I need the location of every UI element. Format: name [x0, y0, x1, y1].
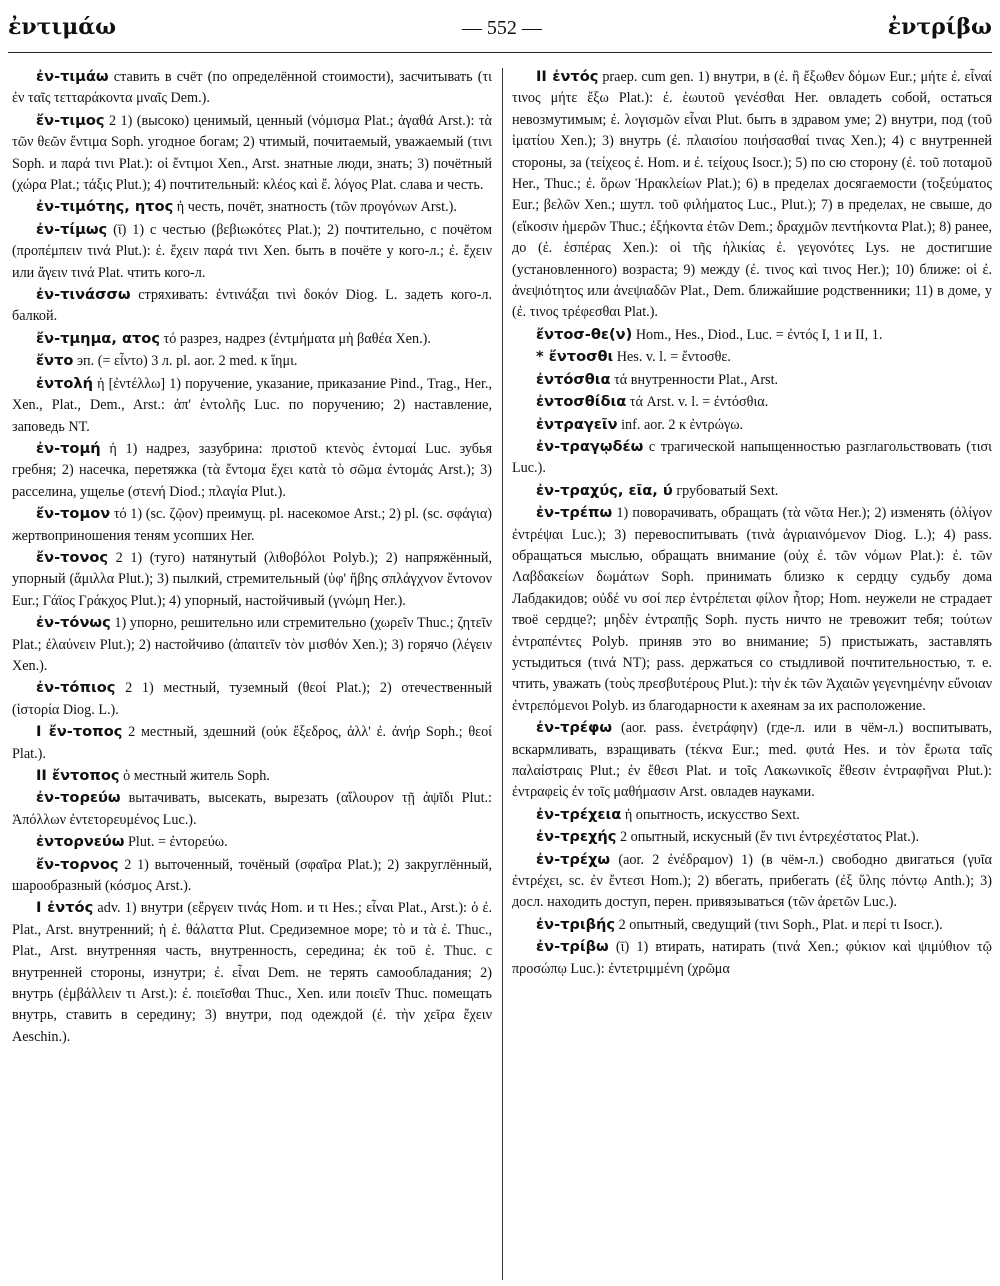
headword: ἔν-τονος — [36, 548, 109, 566]
headword: * ἔντοσθι — [536, 348, 614, 366]
running-header — [8, 14, 992, 48]
entry-definition: ἡ честь, почёт, знатность (τῶν προγόνων Arst.). — [173, 199, 457, 216]
headword: II ἔντοπος — [36, 767, 120, 784]
entry-definition: стряхивать: ἐντινάξαι τινὶ δοκόν Diog. L. задеть кого-л. балкой. — [12, 287, 492, 325]
headword: ἐν-τομή — [36, 439, 101, 457]
headword: ἐν-τρίβω — [536, 938, 609, 956]
headword: ἐντόσθια — [536, 370, 611, 388]
dictionary-entry — [512, 717, 992, 804]
right-column — [512, 66, 992, 980]
headword: ἐν-τιμότης, ητος — [36, 198, 174, 216]
entry-definition: (aor. pass. ἐνετράφην) (где-л. или в чём-л.) воспитывать, вскармливать, взращивать (τέκνα Eur.; med. φυτά Hes. и τὸν ἔρωτα ταῖς παλαίστραις Plut.; ἐν ἔθεσι Plat. и τοῖς Λακωνικοῖς ἔθεσιν ἐντραφῆναι Plut.): ἐντραφεὶς ἐν τοῖς μαθήμασιν Arst. овладев науками. — [512, 720, 992, 801]
headword: ἐν-τορεύω — [36, 789, 121, 807]
dictionary-entry — [12, 503, 492, 547]
headword: ἔν-τομον — [36, 505, 111, 523]
headword: ἐν-τρέφω — [536, 719, 613, 737]
dictionary-entry — [12, 284, 492, 328]
entry-definition: τό 1) (sc. ζῷον) преимущ. pl. насекомое Arst.; 2) pl. (sc. σφάγια) жертвоприношения теням усопших Her. — [12, 506, 492, 544]
entry-definition: praep. cum gen. 1) внутри, в (ἐ. ἢ ἔξωθεν δόμων Eur.; μήτε ἐ. εἶναί τινος μήτε ἔξω Plat.): ἐ. ἑωυτοῦ γενέσθαι Her. овладеть собой, остаться невозмутимым; ἐ. λογισμῶν εἶναι Plut. быть в здравом уме; 2) внутри, под (τοῦ ἱματίου Xen.); 3) внутрь (ἐ. πλαισίου ποιήσασθαί τινας Xen.); 4) с внутренней стороны, за (τείχεος ἐ. Hom. и ἐ. τείχους Isocr.); 5) по сю сторону (ἐ. τοῦ ποταμοῦ Her., Thuc.; ἐ. ὅρων Ἡρακλείων Plat.); 6) в пределах досягаемости (τοξεύματος Eur.; βελῶν Xen.; шутл. τοῦ φιλήματος Luc., Plut.); 7) в пределах, не свыше, до (εἴκοσιν ἡμερῶν Thuc.; ἐξήκοντα ἐτῶν Dem.; δραχμῶν πεντήκοντα Plat.); 8) ранее, до (ἐ. ἑσπέρας Xen.): οἱ τῆς ἡλικίας ἐ. γεγονότες Lys. не достигшие (установленного) возраста; 9) между (ἐ. τινος καὶ τινος Her.); 10) ближе: οἱ ἐ. ἀνεψιότητος или ἀνεψιαδῶν Plat., Dem. ближайшие родственники; 11) в доме, у (ἐ. τινος τρέφεσθαι Plat.). — [512, 69, 992, 321]
entry-definition: 1) поворачивать, обращать (τὰ νῶτα Her.); 2) изменять (ὀλίγον ἐντρέψαι Luc.); 3) перевоспитывать (τινὰ ἀγριαινόμενον Diog. L.); 4) pass. обращаться мыслью, обращать внимание (οὐχ ἐ. τῶν νόμων Plat.): ἐ. τῶν Λαβδακείων δωμάτων Soph. принимать близко к сердцу судьбу дома Лабдакидов; οὐδέ νυ σοί περ ἐντρέπεται φίλον ἦτορ; Hom. неужели не страдает твоё сердце?; μηδὲν ἐντραπῇς Soph. пусть ничто не тревожит тебя; τούτων ἐντραπέντες Polyb. приняв это во внимание; 5) пристыжать, заставлять устыдиться (τινά NT); pass. держаться со стыдливой почтительностью, т. е. чтить, уважать (τοὺς πρεσβυτέρους Plut.): τὴν ἐκ τῶν Ἀχαιῶν γεγενημένην εὔνοιαν ἐντρεπόμενοι Polyb. из благодарности к ахеянам за их расположение. — [512, 505, 992, 714]
headword: ἔν-τιμος — [36, 111, 105, 129]
entry-definition: 2 1) (высоко) ценимый, ценный (νόμισμα Plat.; ἀγαθά Arst.): τὰ τῶν θεῶν ἔντιμα Soph. угодное богам; 2) чтимый, почитаемый, уважаемый (τινι Soph. и παρά τινι Plat.): οἱ ἔντιμοι Xen., Arst. знатные люди, знать; 3) почётный (χώρα Plat.; τάξις Plut.); 4) почтительный: κλέος καὶ ἔ. λόγος Plat. слава и честь. — [12, 112, 492, 194]
headword: ἐντραγεῖν — [536, 415, 618, 433]
dictionary-entry — [12, 721, 492, 765]
dictionary-entry — [12, 677, 492, 721]
headword: ἐν-τριβής — [536, 915, 616, 933]
entry-definition: Plut. = ἐντορεύω. — [124, 834, 228, 851]
headword: II ἐντός — [536, 68, 599, 85]
left-column — [12, 66, 492, 1048]
headword: ἔν-τορνος — [36, 855, 119, 873]
entry-definition: ἡ опытность, искусство Sext. — [621, 806, 800, 823]
entry-definition: Hes. v. l. = ἔντοσθε. — [613, 349, 731, 366]
dictionary-entry — [12, 328, 492, 350]
dictionary-entry — [12, 854, 492, 898]
entry-definition: inf. aor. 2 к ἐντρώγω. — [617, 416, 744, 433]
headword: ἐν-τινάσσω — [36, 286, 131, 304]
header-rule — [8, 52, 992, 53]
entry-definition: (ῑ) 1) с честью (βεβιωκότες Plat.); 2) почтительно, с почётом (προπέμπειν τινά Plut.): ἐ. ἔχειν παρά τινι Xen. быть в почёте у кого-л.; ἐ. ἔχειν или ἄγειν τινά Plat. чтить кого-л. — [12, 221, 492, 281]
headword: ἐν-τόπιος — [36, 679, 116, 697]
dictionary-entry — [12, 547, 492, 612]
dictionary-entry — [12, 66, 492, 110]
page-number: — 552 — — [461, 17, 542, 39]
dictionary-entry — [512, 391, 992, 413]
entry-definition: эп. (= εἶντο) 3 л. pl. aor. 2 med. к ἵημι. — [73, 353, 298, 370]
dictionary-entry — [12, 765, 492, 787]
headword: ἐν-τρέχεια — [536, 805, 622, 823]
entry-definition: τά Arst. v. l. = ἐντόσθια. — [626, 394, 769, 411]
dictionary-entry — [512, 914, 992, 936]
dictionary-entry — [512, 66, 992, 324]
entry-definition: с трагической напыщенностью разглагольствовать (τισι Luc.). — [512, 438, 992, 477]
dictionary-entry — [512, 936, 992, 980]
headword: ἐν-τιμάω — [36, 68, 109, 85]
column-separator — [502, 68, 503, 1280]
headword: ἐν-τρέχω — [536, 850, 611, 868]
dictionary-entry — [12, 373, 492, 438]
entry-definition: τό разрез, надрез (ἐντμήματα μὴ βαθέα Xen.). — [159, 330, 431, 347]
entry-definition: ὁ местный житель Soph. — [119, 768, 270, 784]
dictionary-entry — [512, 369, 992, 391]
header-right-word: ἐντρίβω — [887, 14, 992, 40]
headword: I ἐντός — [36, 899, 94, 917]
entry-definition: 2 1) местный, туземный (θεοί Plat.); 2) отечественный (ἱστορία Diog. L.). — [12, 680, 492, 718]
dictionary-entry — [512, 324, 992, 346]
entry-definition: τά внутренности Plat., Arst. — [610, 371, 779, 388]
entry-definition: (aor. 2 ἐνέδραμον) 1) (в чём-л.) свободно двигаться (γυῖα ἐντρέχει, sc. ἐν ἔντεσι Hom.); 2) вбегать, прибегать (ἐξ ὕλης πόντῳ Anth.); 3) досл. находить доступ, перен. привязываться (τῶν ἀρετῶν Luc.). — [512, 851, 992, 911]
headword: ἐντοσθίδια — [536, 393, 627, 411]
headword: ἐντολή — [36, 374, 94, 392]
dictionary-entry — [12, 196, 492, 218]
entry-definition: (ῑ) 1) втирать, натирать (τινά Xen.; φύκιον καὶ ψιμύθιον τῷ προσώπῳ Luc.): ἐντετριμμένη (χρῶμα — [512, 939, 992, 977]
entry-definition: 1) упорно, решительно или стремительно (χωρεῖν Thuc.; ζητεῖν Plat.; ἐλαύνειν Plut.); 2) настойчиво (ἀπαιτεῖν τὸν μισθόν Xen.); 3) горячо (λέγειν Xen.). — [12, 615, 492, 674]
headword: ἐν-τρεχής — [536, 828, 617, 846]
dictionary-entry — [12, 219, 492, 284]
header-left-word: ἐντιμάω — [8, 14, 117, 40]
dictionary-entry — [12, 438, 492, 503]
headword: ἔν-τμημα, ατος — [36, 329, 160, 347]
dictionary-entry — [512, 849, 992, 914]
dictionary-entry — [512, 804, 992, 826]
headword: ἔντο — [36, 352, 74, 370]
dictionary-entry — [512, 480, 992, 502]
entry-definition: вытачивать, высекать, вырезать (αἴλουρον τῇ ἀψῖδι Plut.: Ἀπόλλων ἐντετορευμένος Luc.). — [12, 790, 492, 828]
entry-definition: Hom., Hes., Diod., Luc. = ἐντός I, 1 и II, 1. — [632, 326, 883, 343]
dictionary-entry — [12, 110, 492, 197]
headword: ἐν-τραχύς, εῖα, ύ — [536, 481, 673, 499]
dictionary-entry — [512, 436, 992, 480]
headword: I ἔν-τοπος — [36, 723, 123, 741]
dictionary-entry — [512, 346, 992, 368]
dictionary-entry — [512, 502, 992, 717]
headword: ἐν-τραγῳδέω — [536, 437, 644, 455]
dictionary-entry — [512, 414, 992, 436]
headword: ἐν-τίμως — [36, 220, 108, 238]
entry-definition: 2 1) (туго) натянутый (λιθοβόλοι Polyb.); 2) напряжённый, упорный (ἅμιλλα Plut.); 3) пылкий, стремительный (ὑφ' ἥβης σπλάγχνον ἔντονον Eur.; Γάϊος Γράκχος Plut.); 4) упорный, настойчивый (γνώμη Her.). — [12, 549, 492, 609]
entry-definition: ἡ 1) надрез, зазубрина: πριστοῦ κτενὸς ἐντομαί Luc. зубья гребня; 2) насечка, перетяжка (τὰ ἔντομα ἔχει κατὰ τὸ σῶμα ἐντομάς Arst.); 3) расселина, ущелье (στενή Diod.; πλαγία Plut.). — [12, 440, 492, 500]
dictionary-entry — [12, 350, 492, 372]
entry-definition: ἡ [ἐντέλλω] 1) поручение, указание, приказание Pind., Trag., Her., Xen., Plat., Dem., Arst.: ἀπ' ἐντολῆς Luc. по поручению; 2) наставление, заповедь NT. — [12, 375, 492, 435]
entry-definition: грубоватый Sext. — [672, 482, 779, 499]
entry-definition: 2 опытный, искусный (ἔν τινι ἐντρεχέστατος Plat.). — [616, 829, 920, 846]
headword: ἔντοσ-θε(ν) — [536, 325, 633, 343]
dictionary-entry — [12, 612, 492, 677]
entry-definition: ставить в счёт (по определённой стоимости), засчитывать (τι ἐν ταῖς τετταράκοντα μναῖς Dem.). — [12, 69, 492, 107]
entry-definition: 2 местный, здешний (οὐκ ἔξεδρος, ἀλλ' ἐ. ἀνήρ Soph.; θεοί Plat.). — [12, 724, 492, 762]
entry-definition: 2 1) выточенный, точёный (σφαῖρα Plat.); 2) закруглённый, шарообразный (κόσμος Arst.). — [12, 856, 492, 895]
dictionary-entry — [12, 831, 492, 853]
dictionary-entry — [12, 897, 492, 1048]
headword: ἐν-τρέπω — [536, 504, 613, 522]
headword: ἐντορνεύω — [36, 833, 125, 851]
headword: ἐν-τόνως — [36, 614, 111, 632]
entry-definition: 2 опытный, сведущий (τινι Soph., Plat. и περί τι Isocr.). — [615, 916, 943, 933]
dictionary-entry — [12, 787, 492, 831]
dictionary-entry — [512, 826, 992, 848]
entry-definition: adv. 1) внутри (εἔργειν τινάς Hom. и τι Hes.; εἶναι Plat., Arst.): ὁ ἐ. Plat., Arst. внутренний; ἡ ἐ. θάλαττα Plut. Средиземное море; τὸ и τὰ ἐ. Thuc., Plat., Arst. внутренняя часть, внутренность, середина; ἐκ τοῦ ἐ. Thuc. с внутренней стороны, изнутри; ἐ. εἶναι Dem. не терять самообладания; 2) внутрь (ἐμβάλλειν τι Arst.): ἐ. ποιεῖσθαι Thuc., Xen. или ποιεῖν Thuc. помещать внутрь, ставить в середину; 3) внутри, под одеждой (ἐ. τὴν χεῖρα ἔχειν Aeschin.). — [12, 900, 492, 1045]
